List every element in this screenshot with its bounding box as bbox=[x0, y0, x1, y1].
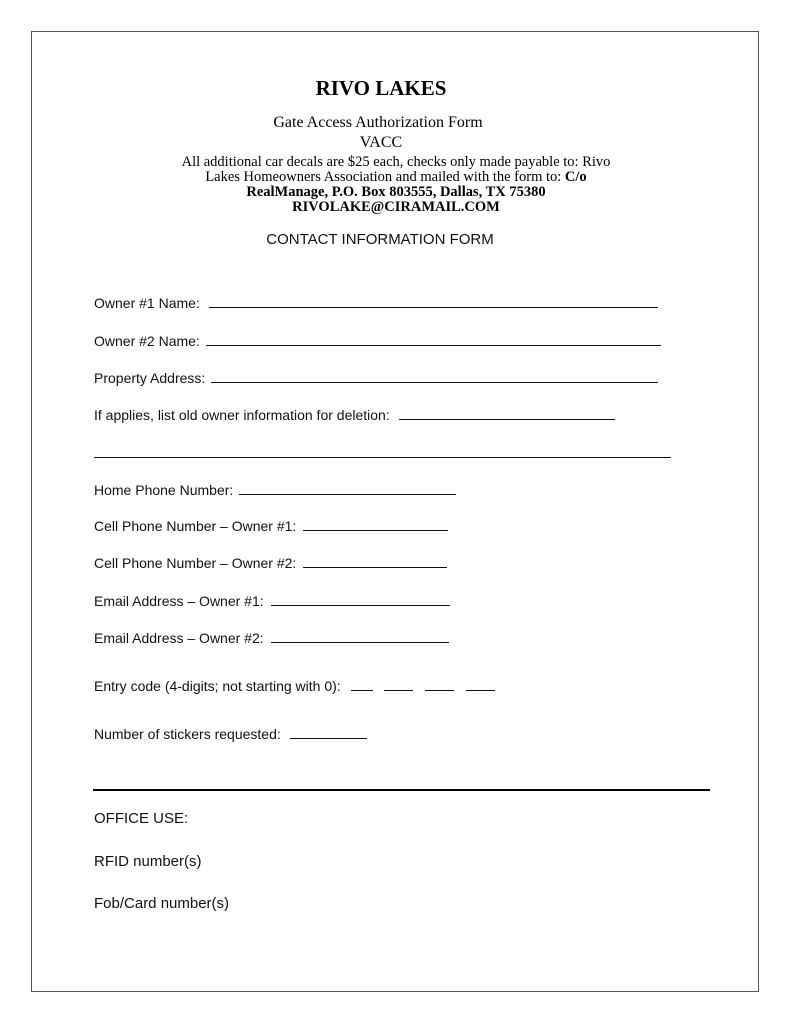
old-owner-blank-2[interactable] bbox=[94, 445, 671, 458]
cell-owner2-label: Cell Phone Number – Owner #2: bbox=[94, 555, 297, 571]
owner1-name-label: Owner #1 Name: bbox=[94, 295, 200, 311]
org-name: RIVO LAKES bbox=[315, 76, 447, 100]
cell-owner1-label: Cell Phone Number – Owner #1: bbox=[94, 518, 297, 534]
email-owner1-blank[interactable] bbox=[271, 593, 450, 606]
notice-line-1: All additional car decals are $25 each, checks only made payable to: Rivo bbox=[181, 154, 611, 170]
fob-row bbox=[94, 895, 233, 912]
form-title: Gate Access Authorization Form bbox=[273, 114, 483, 131]
email-owner2-row bbox=[94, 630, 449, 646]
email-owner2-label: Email Address – Owner #2: bbox=[94, 630, 264, 646]
property-address-blank[interactable] bbox=[211, 370, 658, 383]
owner1-name-row bbox=[94, 295, 658, 311]
stickers-row bbox=[94, 726, 367, 742]
cell-owner2-row bbox=[94, 555, 447, 571]
form-subtitle: VACC bbox=[359, 134, 403, 151]
old-owner-blank[interactable] bbox=[399, 407, 615, 420]
owner2-name-row bbox=[94, 333, 661, 349]
section-title: CONTACT INFORMATION FORM bbox=[266, 231, 494, 248]
old-owner-label: If applies, list old owner information for deletion: bbox=[94, 407, 390, 423]
email-owner1-row bbox=[94, 593, 450, 609]
office-separator bbox=[93, 789, 710, 791]
notice-address: RealManage, P.O. Box 803555, Dallas, TX 75380 bbox=[246, 184, 546, 200]
notice-email: RIVOLAKE@CIRAMAIL.COM bbox=[292, 199, 500, 215]
rfid-label: RFID number(s) bbox=[94, 853, 202, 870]
home-phone-row bbox=[94, 482, 456, 498]
home-phone-blank[interactable] bbox=[239, 482, 456, 495]
owner2-name-label: Owner #2 Name: bbox=[94, 333, 200, 349]
email-owner1-label: Email Address – Owner #1: bbox=[94, 593, 264, 609]
rfid-row bbox=[94, 853, 206, 870]
owner1-name-blank[interactable] bbox=[209, 295, 658, 308]
stickers-label: Number of stickers requested: bbox=[94, 726, 281, 742]
mailing-notice bbox=[0, 155, 791, 215]
stickers-blank[interactable] bbox=[290, 726, 367, 739]
cell-owner2-blank[interactable] bbox=[303, 555, 447, 568]
entry-code-digit-1[interactable] bbox=[351, 678, 373, 691]
notice-care-of: C/o bbox=[564, 169, 587, 185]
cell-owner1-blank[interactable] bbox=[303, 518, 448, 531]
old-owner-row bbox=[94, 407, 615, 423]
property-address-label: Property Address: bbox=[94, 370, 206, 386]
owner2-name-blank[interactable] bbox=[206, 333, 661, 346]
office-use-title: OFFICE USE: bbox=[94, 810, 189, 827]
old-owner-row-2 bbox=[94, 445, 671, 461]
home-phone-label: Home Phone Number: bbox=[94, 482, 234, 498]
notice-line-2 bbox=[0, 170, 791, 185]
entry-code-digit-4[interactable] bbox=[466, 678, 495, 691]
entry-code-digit-3[interactable] bbox=[425, 678, 454, 691]
property-address-row bbox=[94, 370, 658, 386]
fob-label: Fob/Card number(s) bbox=[94, 895, 230, 912]
cell-owner1-row bbox=[94, 518, 448, 534]
notice-line-2-text: Lakes Homeowners Association and mailed with the form to: bbox=[205, 169, 565, 185]
email-owner2-blank[interactable] bbox=[271, 630, 449, 643]
entry-code-label: Entry code (4-digits; not starting with 0): bbox=[94, 678, 341, 694]
entry-code-row bbox=[94, 678, 495, 694]
entry-code-digit-2[interactable] bbox=[384, 678, 413, 691]
